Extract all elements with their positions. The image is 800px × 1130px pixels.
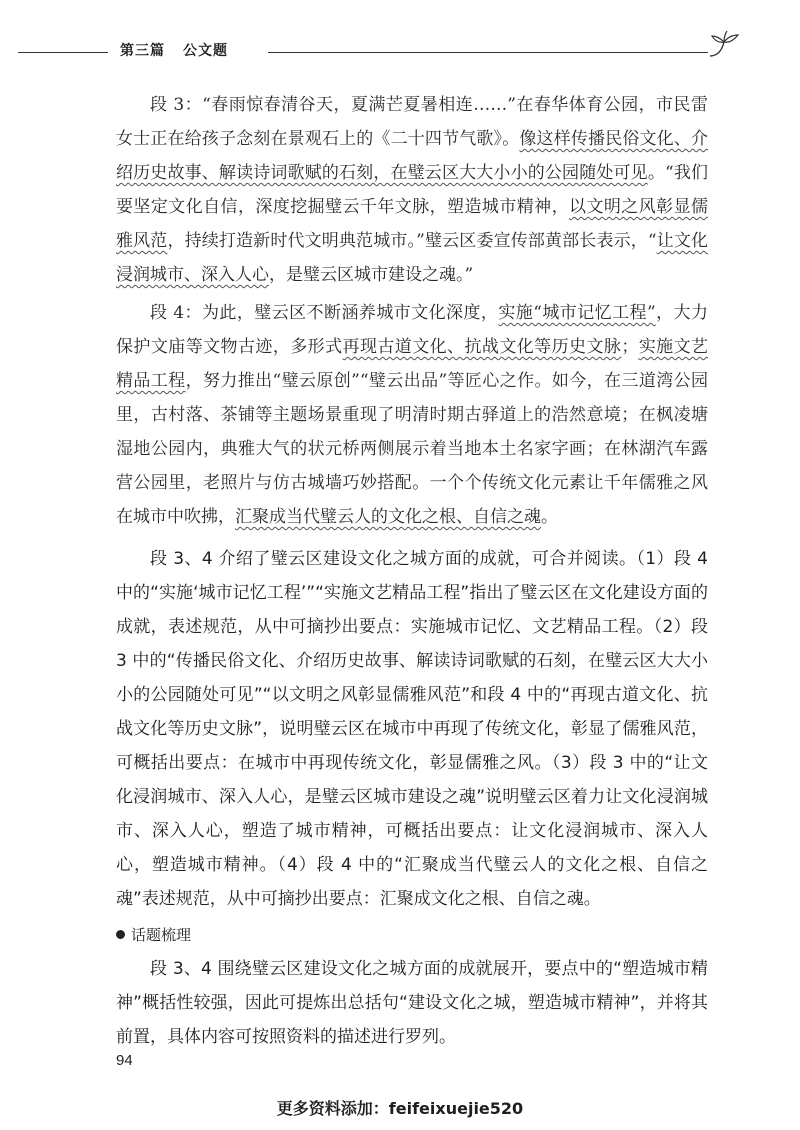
source-paragraph-3 — [116, 88, 708, 292]
section-label: 第三篇 — [120, 43, 165, 59]
underlined-phrase: 像这样传播民俗文化、介绍历史故事、解读诗词歌赋的石刻，在璧云区大大小小的公园随处可见 — [116, 129, 709, 183]
page-number: 94 — [116, 1052, 133, 1069]
topic-paragraph: 段 3、4 围绕璧云区建设文化之城方面的成就展开，要点中的“塑造城市精神”概括性较强，因此可提炼出总括句“建设文化之城，塑造城市精神”，并将其前置，具体内容可按照资料的描述进行罗列。 — [116, 959, 708, 1047]
source-paragraph-4 — [116, 296, 708, 534]
chapter-label: 公文题 — [183, 43, 228, 59]
running-head — [120, 40, 228, 60]
underlined-phrase: 汇聚成当代璧云人的文化之根、自信之魂 — [235, 507, 541, 527]
header-rule-left — [18, 52, 108, 53]
text-run: 。 — [541, 507, 558, 527]
text-run: ，持续打造新时代文明典范城市。”璧云区委宣传部黄部长表示，“ — [167, 231, 657, 251]
text-run: 段 3：“春雨惊春清谷天，夏满芒夏暑相连……”在春华体育公园，市民雷女士正在给孩子念刻在景观石上的《二十四节气歌》。 — [116, 95, 708, 149]
topic-heading — [116, 918, 708, 952]
underlined-phrase: 实施“城市记忆工程” — [498, 303, 656, 323]
analysis-paragraph: 段 3、4 介绍了璧云区建设文化之城方面的成就，可合并阅读。（1）段 4 中的“实施‘城市记忆工程’”“实施文艺精品工程”指出了璧云区在文化建设方面的成就，表述规范，从中可摘抄出要点：实施城市记忆、文艺精品工程。（2）段 3 中的“传播民俗文化、介绍历史故事、解读诗词歌赋的石刻，在璧云区大大小小的公园随处可见”“以文明之风彰显儒雅风范”和段 4 中的“再现古道文化、抗战文化等历史文脉”，说明璧云区在城市中再现了传统文化，彰显了儒雅风范，可概括出要点：在城市中再现传统文化，彰显儒雅之风。（3）段 3 中的“让文化浸润城市、深入人心，是璧云区城市建设之魂”说明璧云区着力让文化浸润城市、深入人心，塑造了城市精神，可概括出要点：让文化浸润城市、深入人心，塑造城市精神。（4）段 4 中的“汇聚成当代璧云人的文化之根、自信之魂”表述规范，从中可摘抄出要点：汇聚成文化之根、自信之魂。 — [116, 549, 708, 909]
header-rule-right — [268, 52, 708, 53]
text-run: 。“我们要坚定文化自信，深度挖掘璧云千年文脉，塑造城市精神， — [116, 163, 708, 217]
underlined-phrase: 实施文艺精品工程 — [116, 337, 709, 391]
underlined-phrase: 让文化浸润城市、深入人心 — [116, 231, 709, 285]
leaf-ornament-icon — [706, 30, 742, 60]
page-header — [18, 30, 778, 70]
text-run: ，大力保护文庙等文物古迹，多形式 — [116, 303, 708, 357]
underlined-phrase: 以文明之风彰显儒雅风范 — [116, 197, 709, 251]
text-run: ，努力推出“璧云原创”“璧云出品”等匠心之作。如今，在三道湾公园里，古村落、茶铺等主题场景重现了明清时期古驿道上的浩然意境；在枫凌塘湿地公园内，典雅大气的状元桥两侧展示着当地本土名家字画；在林湖汽车露营公园里，老照片与仿古城墙巧妙搭配。一个个传统文化元素让千年儒雅之风在城市中吹拂， — [116, 371, 709, 527]
footer-contact-note: 更多资料添加：feifeixuejie520 — [276, 1099, 524, 1118]
page-content — [116, 88, 708, 1054]
text-run: ，是璧云区城市建设之魂。” — [269, 265, 474, 285]
underlined-phrase: 再现古道文化、抗战文化等历史文脉 — [342, 337, 622, 357]
bullet-dot-icon — [116, 930, 125, 939]
text-run: ； — [621, 337, 639, 357]
text-run: 段 4：为此，璧云区不断涵养城市文化深度， — [150, 303, 499, 323]
topic-heading-label: 话题梳理 — [131, 926, 192, 944]
